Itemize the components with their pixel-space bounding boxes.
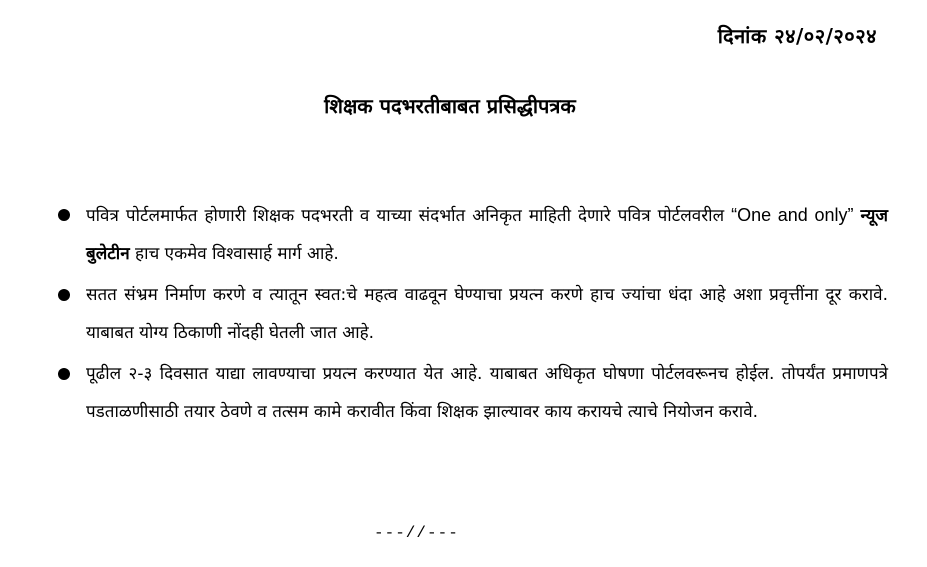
page-title: शिक्षक पदभरतीबाबत प्रसिद्धीपत्रक xyxy=(324,94,576,118)
bullet-1-text: पवित्र पोर्टलमार्फत होणारी शिक्षक पदभरती व याच्या संदर्भात अनिकृत माहिती देणारे पवित्र पोर्टलवरील xyxy=(86,206,732,226)
footer-separator: ---//--- xyxy=(374,524,459,542)
bullet-dot-icon xyxy=(58,289,70,301)
bullet-dot-icon xyxy=(58,209,70,221)
bullet-item-1 xyxy=(58,196,888,273)
bullet-3-text: पूढील २-३ दिवसात याद्या लावण्याचा प्रयत्न करण्यात येत आहे. याबाबत अधिकृत घोषणा पोर्टलवरूनच होईल. तोपर्यंत प्रमाणपत्रे पडताळणीसाठी तयार ठेवणे व तत्सम कामे करावीत किंवा शिक्षक झाल्यावर काय करायचे त्याचे नियोजन करावे. xyxy=(86,364,888,422)
bullet-item-3 xyxy=(58,355,888,431)
date-value: २४/०२/२०२४ xyxy=(774,24,877,48)
bullet-1-quote: “One and only” xyxy=(731,205,854,225)
bullet-item-2 xyxy=(58,276,888,352)
bullet-1-text-end: हाच एकमेव विश्वासार्ह मार्ग आहे. xyxy=(129,244,339,264)
date-label: दिनांक xyxy=(717,24,767,48)
bullet-dot-icon xyxy=(58,368,70,380)
bullet-1-bold: न्यूज बुलेटीन xyxy=(86,206,888,264)
bullet-list xyxy=(58,196,888,434)
date-line xyxy=(718,22,877,49)
bullet-2-text: सतत संभ्रम निर्माण करणे व त्यातून स्वत:चे महत्व वाढवून घेण्याचा प्रयत्न करणे हाच ज्यांचा धंदा आहे अशा प्रवृत्तींना दूर करावे. याबाबत योग्य ठिकाणी नोंदही घेतली जात आहे. xyxy=(86,285,888,343)
